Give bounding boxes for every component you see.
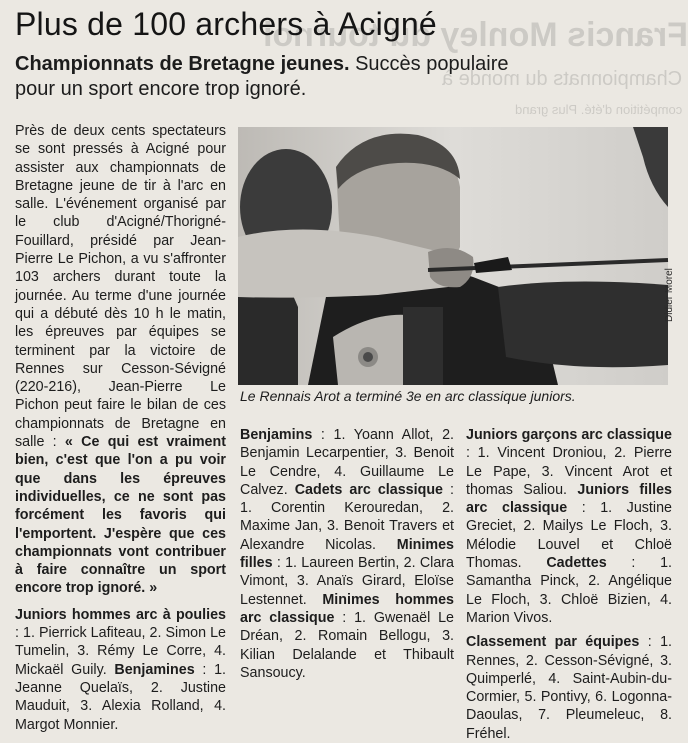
result-label-juniors-filles: Juniors filles arc classique — [466, 481, 672, 517]
result-label-cadets: Cadets arc classique — [294, 481, 444, 498]
result-label-benjamines: Benjamines — [114, 661, 195, 678]
subheadline — [15, 52, 535, 102]
article-column-2 — [240, 426, 454, 682]
result-label-juniors-garcons: Juniors garçons arc classique — [466, 427, 672, 443]
result-label-cadettes: Cadettes — [546, 555, 607, 572]
result-cadettes: : 1. Samantha Pinck, 2. Angélique Le Floch, 3. Chloë Bizien, 4. Marion Vivos. — [466, 555, 673, 626]
result-juniors-garcons: : 1. Vincent Droniou, 2. Pierre Le Pape, 3. Vincent Arot et thomas Saliou. — [466, 445, 672, 498]
subheadline-lead: Championnats de Bretagne jeunes. — [15, 53, 350, 75]
result-benjamines: : 1. Jeanne Quelaïs, 2. Justine Mauduit, 3. Alexia Rolland, 4. Margot Monnier. — [15, 661, 226, 733]
article-body — [15, 122, 226, 598]
subheadline-rest: Succès populaire pour un sport encore trop ignoré. — [15, 53, 509, 100]
headline: Plus de 100 archers à Acigné — [15, 6, 437, 42]
result-juniors-hommes: : 1. Pierrick Lafiteau, 2. Simon Le Tumelin, 3. Rémy Le Corre, 4. Mickaël Guily. — [15, 625, 226, 678]
archer-photo-graphic — [238, 127, 668, 385]
result-equipes: : 1. Rennes, 2. Cesson-Sévigné, 3. Quimperlé, 4. Saint-Aubin-du-Cormier, 5. Pontivy, 6. Logonna-Daoulas, 7. Pleumeleuc, 8. Fréhel. — [466, 634, 673, 742]
bleed-line-3: compétition d'été. Plus grand — [514, 102, 682, 117]
results-part-3 — [466, 426, 672, 627]
article-column-3 — [466, 426, 672, 743]
result-minimes-filles: : 1. Laureen Bertin, 2. Clara Vimont, 3. Anaïs Girard, Eloïse Lestennet. — [240, 555, 454, 608]
result-label-benjamins: Benjamins — [240, 427, 313, 443]
results-teams — [466, 633, 672, 743]
result-label-minimes-filles: Minimes filles — [240, 536, 454, 572]
article-column-1 — [15, 122, 226, 734]
article-quote: « Ce qui est vraiment bien, c'est que l'on a pu voir que dans les épreuves individuelles, ce ne sont pas forcément les favoris qui l'emportent. J'espère que ces championnats vont contribuer à faire connaître un sport encore trop ignoré. » — [15, 434, 226, 597]
result-cadets: : 1. Corentin Kerouredan, 2. Maxime Jan, 3. Benoit Travers et Alexandre Nicolas. — [240, 481, 454, 553]
photo-caption: Le Rennais Arot a terminé 3e en arc classique juniors. — [240, 388, 576, 404]
photo-credit: Didier Morel — [664, 268, 675, 322]
result-label-minimes-hommes: Minimes hommes arc classique — [240, 591, 454, 626]
archer-photo — [238, 127, 668, 385]
result-juniors-filles: : 1. Justine Greciet, 2. Mailys Le Floch, 3. Mélodie Louvel et Chloë Thomas. — [466, 500, 672, 572]
article-intro: Près de deux cents spectateurs se sont pressés à Acigné pour assister aux championnats de Bretagne jeune de tir à l'arc en salle. L'événement organisé par le club d'Acigné/Thorigné-Fouillard, présidé par Jean-Pierre Le Pichon, a vu s'affronter 103 archers durant toute la journée. Au terme d'une journée qui a débuté dès 10 h le matin, les épreuves par équipes se terminent par la victoire de Rennes sur Cesson-Sévigné (220-216), Jean-Pierre Le Pichon peut faire le bilan de ces championnats de Bretagne en salle : — [15, 123, 226, 451]
result-minimes-hommes: : 1. Gwenaël Le Dréan, 2. Romain Bellogu, 3. Kilian Delalande et Thibault Sansoucy. — [240, 609, 454, 681]
result-label-equipes: Classement par équipes — [466, 634, 640, 651]
result-label-juniors-hommes: Juniors hommes arc à poulies — [15, 606, 226, 623]
results-part-2 — [240, 426, 454, 682]
results-part-1 — [15, 606, 226, 734]
result-benjamins: : 1. Yoann Allot, 2. Benjamin Lecarpentier, 3. Benoit Le Cendre, 4. Guillaume Le Calvez. — [240, 427, 454, 498]
bleed-line-2: Championnats du monde à — [441, 68, 682, 90]
bleed-line-1: Francis Monley du tournoi — [262, 16, 688, 54]
